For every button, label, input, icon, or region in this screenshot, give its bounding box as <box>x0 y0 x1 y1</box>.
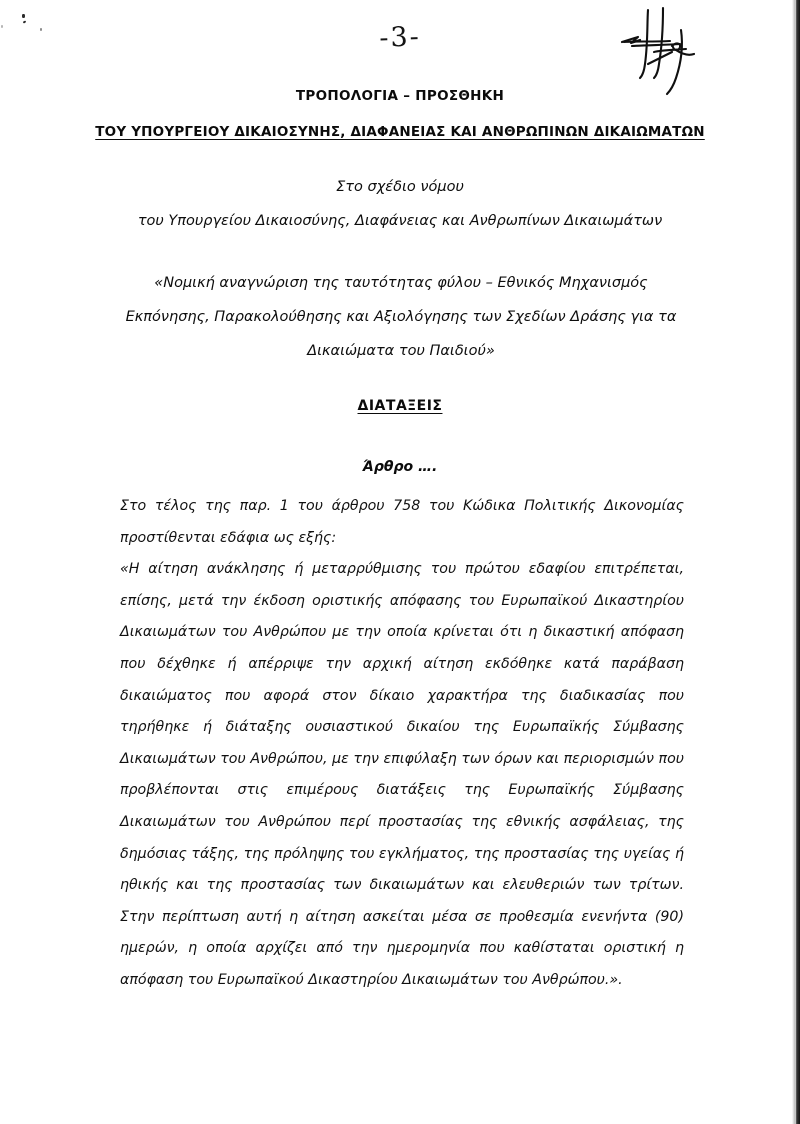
article-heading: Άρθρο …. <box>362 459 438 475</box>
handwritten-signature-icon <box>618 6 748 96</box>
page-subtitle-text: ΤΟΥ ΥΠΟΥΡΓΕΙΟΥ ΔΙΚΑΙΟΣΥΝΗΣ, ΔΙΑΦΑΝΕΙΑΣ ΚΑΙ ΑΝΘΡΩΠΙΝΩΝ ΔΙΚΑΙΩΜΑΤΩΝ <box>95 124 705 140</box>
scan-edge-right-shadow <box>792 0 795 1124</box>
scan-speck <box>23 20 27 23</box>
scan-speck <box>1 25 3 28</box>
scan-speck <box>22 14 25 18</box>
bill-title: «Νομική αναγνώριση της ταυτότητας φύλου – Εθνικός Μηχανισμός Εκπόνησης, Παρακολούθησης και Αξιολόγησης των Σχεδίων Δράσης για τα Δικαιώματα του Παιδιού» <box>125 275 677 359</box>
handwritten-page-number: -3- <box>378 21 422 54</box>
bill-reference-line-1: Στο σχέδιο νόμου <box>336 179 464 195</box>
provisions-heading <box>0 398 800 414</box>
body-paragraph: Στο τέλος της παρ. 1 του άρθρου 758 του Κώδικα Πολιτικής Δικονομίας προστίθενται εδάφια ως εξής: <box>120 498 684 546</box>
page-subtitle <box>0 124 800 140</box>
provisions-heading-text: ΔΙΑΤΑΞΕΙΣ <box>357 398 443 414</box>
page-title: ΤΡΟΠΟΛΟΓΙΑ – ΠΡΟΣΘΗΚΗ <box>295 88 505 104</box>
body-paragraph: «Η αίτηση ανάκλησης ή μεταρρύθμισης του πρώτου εδαφίου επιτρέπεται, επίσης, μετά την έκδοση οριστικής απόφασης του Ευρωπαϊκού Δικαστηρίου Δικαιωμάτων του Ανθρώπου με την οποία κρίνεται ότι η δικαστική απόφαση που δέχθηκε ή απέρριψε την αρχική αίτηση εκδόθηκε κατά παράβαση δικαιώματος που αφορά στον δίκαιο χαρακτήρα της διαδικασίας που τηρήθηκε ή διάταξης ουσιαστικού δικαίου της Ευρωπαϊκής Σύμβασης Δικαιωμάτων του Ανθρώπου, με την επιφύλαξη των όρων και περιορισμών που προβλέπονται στις επιμέρους διατάξεις της Ευρωπαϊκής Σύμβασης Δικαιωμάτων του Ανθρώπου περί προστασίας της εθνικής ασφάλειας, της δημόσιας τάξης, της πρόληψης του εγκλήματος, της προστασίας της υγείας ή ηθικής και της προστασίας των δικαιωμάτων και ελευθεριών των τρίτων. Στην περίπτωση αυτή η αίτηση ασκείται μέσα σε προθεσμία ενενήντα (90) ημερών, η οποία αρχίζει από την ημερομηνία που καθίσταται οριστική η απόφαση του Ευρωπαϊκού Δικαστηρίου Δικαιωμάτων του Ανθρώπου.». <box>120 561 684 988</box>
document-body <box>120 491 684 997</box>
scan-speck <box>40 28 42 31</box>
scan-edge-right <box>795 0 800 1124</box>
bill-reference-line-2: του Υπουργείου Δικαιοσύνης, Διαφάνειας και Ανθρωπίνων Δικαιωμάτων <box>137 213 663 229</box>
